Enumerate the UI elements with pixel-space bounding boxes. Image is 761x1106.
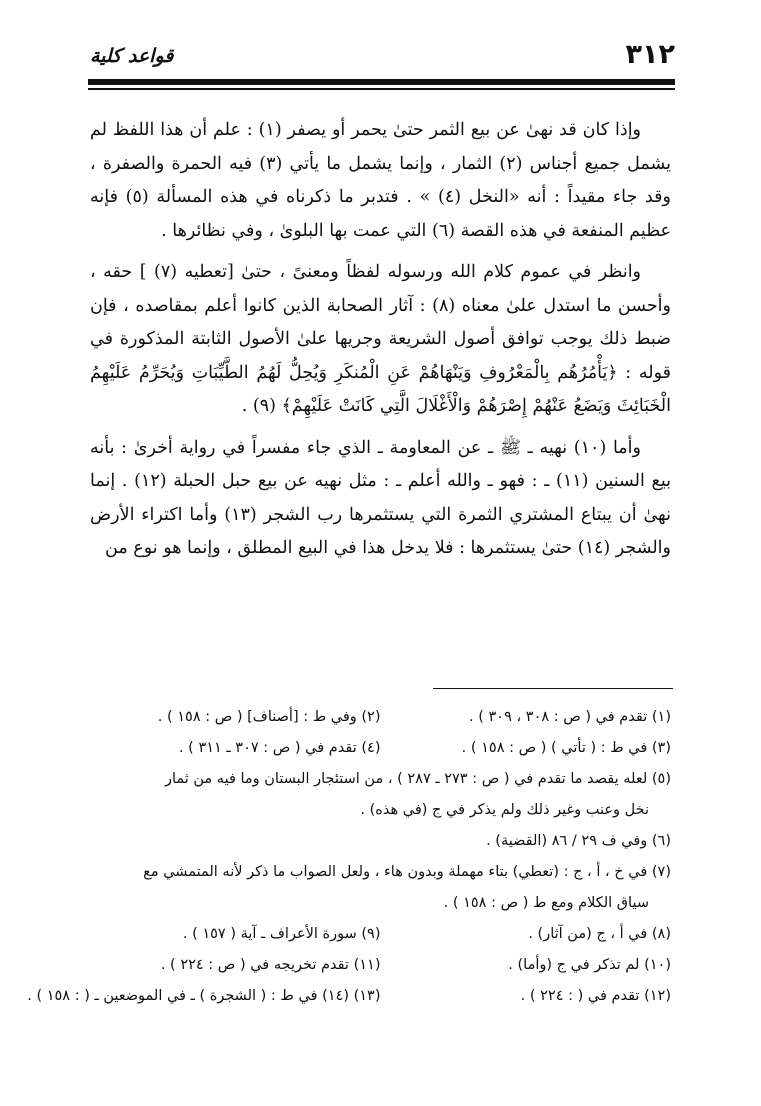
footnote-5: (٥) لعله يقصد ما تقدم في ( ص : ٢٧٣ ـ ٢٨٧ ) ، من استئجار البستان وما فيه من ثمار xyxy=(164,771,671,787)
paragraph-2: وانظر في عموم كلام الله ورسوله لفظاً ومعنىً ، حتىٰ [تعطيه (٧) ] حقه ، وأحسن ما استدل علىٰ معناه (٨) : آثار الصحابة الذين كانوا أعلم بمقاصده ، فإن ضبط ذلك يوجب توافق أصول الشريعة وجريها علىٰ الأصول الثابتة المذكورة في قوله : ﴿يَأْمُرُهُم بِالْمَعْرُوفِ وَيَنْهَاهُمْ عَنِ الْمُنكَرِ وَيُحِلُّ لَهُمُ الطَّيِّبَاتِ وَيُحَرِّمُ عَلَيْهِمُ الْخَبَائِثَ وَيَضَعُ عَنْهُمْ إِصْرَهُمْ وَالْأَغْلَالَ الَّتِي كَانَتْ عَلَيْهِمْ﴾ (٩) . xyxy=(90,262,671,416)
footnote-11: (١١) تقدم تخريجه في ( ص : ٢٢٤ ) . xyxy=(160,957,381,973)
footnote-row xyxy=(27,981,671,1012)
footnote-row xyxy=(90,919,671,950)
footnote-6: (٦) وفي ف ٢٩ / ٨٦ (القضية) . xyxy=(486,833,671,849)
page-number: ٣١٢ xyxy=(625,39,675,70)
header-rule-thin xyxy=(88,88,675,90)
footnotes xyxy=(27,702,671,1012)
footnote-2: (٢) وفي ط : [أصناف] ( ص : ١٥٨ ) . xyxy=(157,709,381,725)
footnote-1: (١) تقدم في ( ص : ٣٠٨ ، ٣٠٩ ) . xyxy=(469,709,671,725)
footnote-13-14: (١٣) (١٤) في ط : ( الشجرة ) ـ في الموضعين ـ ( : ١٥٨ ) . xyxy=(27,988,381,1004)
footnote-12: (١٢) تقدم في ( : ٢٢٤ ) . xyxy=(520,988,671,1004)
header-rule-thick xyxy=(88,79,675,85)
footnote-3: (٣) في ط : ( تأتي ) ( ص : ١٥٨ ) . xyxy=(461,740,671,756)
paragraph-1: وإذا كان قد نهىٰ عن بيع الثمر حتىٰ يحمر أو يصفر (١) : علم أن هذا اللفظ لم يشمل جميع أجناس (٢) الثمار ، وإنما يشمل ما يأتي (٣) فيه الحمرة والصفرة ، وقد جاء مقيداً : أنه «النخل (٤) » . فتدبر ما ذكرناه في هذه المسألة (٥) فإنه عظيم المنفعة في هذه القصة (٦) التي عمت بها البلوىٰ ، وفي نظائرها . xyxy=(90,120,671,241)
paragraph-3: وأما (١٠) نهيه ـ ﷺ ـ عن المعاومة ـ الذي جاء مفسراً في رواية أخرىٰ : بأنه بيع السنين (١١) ـ : فهو ـ والله أعلم ـ : مثل نهيه عن بيع حبل الحبلة (١٢) . إنما نهىٰ أن يبتاع المشتري الثمرة التي يستثمرها رب الشجر (١٣) وأما اكتراء الأرض والشجر (١٤) حتىٰ يستثمرها : فلا يدخل هذا في البيع المطلق ، وإنما هو نوع من xyxy=(90,437,671,558)
footnote-row xyxy=(90,702,671,733)
footnote-7: (٧) في خ ، أ ، ج : (تعطي) بتاء مهملة وبدون هاء ، ولعل الصواب ما ذكر لأنه المتمشي مع xyxy=(143,864,671,880)
footnote-row xyxy=(90,950,671,981)
footnote-8: (٨) في أ ، ج (من آثار) . xyxy=(528,926,671,942)
page-header xyxy=(90,40,675,76)
running-title: قواعد كلية xyxy=(90,45,174,67)
footnote-row xyxy=(90,733,671,764)
footnote-5-continued: نخل وعنب وغير ذلك ولم يذكر في ج (في هذه) . xyxy=(360,802,649,818)
main-text xyxy=(90,114,671,574)
footnote-7-continued: سياق الكلام ومع ط ( ص : ١٥٨ ) . xyxy=(443,895,649,911)
footnote-4: (٤) تقدم في ( ص : ٣٠٧ ـ ٣١١ ) . xyxy=(178,740,381,756)
footnote-separator xyxy=(433,688,673,689)
footnote-10: (١٠) لم تذكر في ج (وأما) . xyxy=(508,957,671,973)
footnote-9: (٩) سورة الأعراف ـ آية ( ١٥٧ ) . xyxy=(182,926,381,942)
